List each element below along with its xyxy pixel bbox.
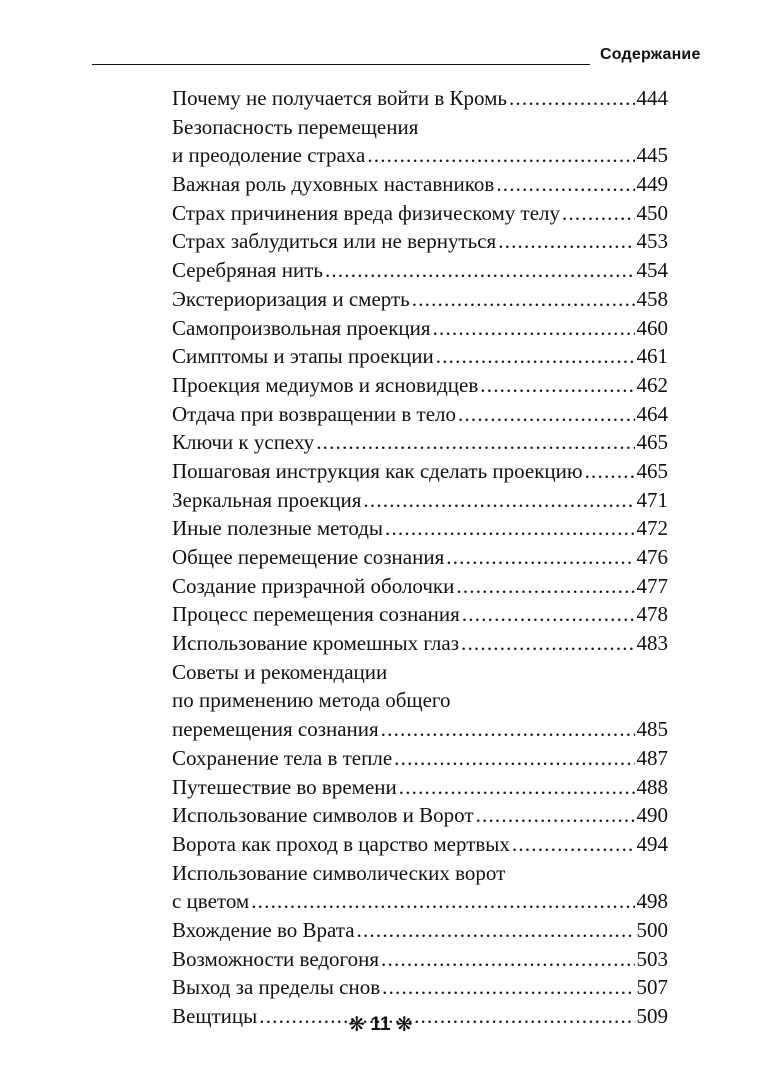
dot-leader — [385, 514, 634, 543]
toc-page-number: 450 — [636, 200, 668, 225]
toc-entry-title: Важная роль духовных наставников — [172, 172, 495, 197]
dot-leader — [462, 600, 635, 629]
toc-entry-title: Самопроизвольная проекция — [172, 315, 431, 340]
dot-leader — [461, 629, 634, 658]
toc-entry — [172, 285, 668, 314]
toc-entry — [172, 801, 668, 830]
toc-page-number: 464 — [636, 401, 668, 426]
toc-entry-title: Зеркальная проекция — [172, 487, 362, 512]
toc-entry-title: Использование символов и Ворот — [172, 803, 474, 828]
toc-entry — [172, 916, 668, 945]
toc-entry — [172, 342, 668, 371]
toc-page-number: 503 — [636, 946, 668, 971]
dot-leader — [458, 400, 635, 429]
toc-page-number: 465 — [636, 458, 668, 483]
toc-entry — [172, 400, 668, 429]
toc-entry-title: с цветом — [172, 889, 250, 914]
toc-page-number: 487 — [636, 745, 668, 770]
toc-entry-title: Серебряная нить — [172, 258, 323, 283]
page-number: 11 — [370, 1014, 391, 1035]
toc-page-number: 478 — [636, 602, 668, 627]
dot-leader — [412, 285, 635, 314]
toc-entry — [172, 715, 668, 744]
dot-leader — [251, 887, 634, 916]
toc-page-number: 483 — [636, 631, 668, 656]
toc-entry — [172, 141, 668, 170]
dot-leader — [357, 916, 635, 945]
dot-leader — [399, 773, 635, 802]
toc-page-number: 458 — [636, 286, 668, 311]
toc-entry — [172, 457, 668, 486]
dot-leader — [496, 170, 634, 199]
dot-leader — [325, 256, 635, 285]
toc-entry-title: и преодоление страха — [172, 143, 366, 168]
dot-leader — [381, 945, 634, 974]
toc-entry-title: Симптомы и этапы проекции — [172, 344, 434, 369]
toc-entry-title: Вхождение во Врата — [172, 917, 355, 942]
toc-entry-title: Проекция медиумов и ясновидцев — [172, 372, 479, 397]
dot-leader — [509, 84, 635, 113]
toc-page-number: 498 — [636, 889, 668, 914]
toc-entry-title: по применению метода общего — [172, 688, 451, 713]
dot-leader — [381, 715, 635, 744]
toc-entry — [172, 830, 668, 859]
dot-leader — [394, 744, 634, 773]
toc-page-number: 472 — [636, 516, 668, 541]
toc-page-number: 477 — [636, 573, 668, 598]
page-footer — [0, 1012, 761, 1037]
toc-entry-title: Общее перемещение сознания — [172, 545, 445, 569]
toc-entry-title: Выход за пределы снов — [172, 975, 381, 1000]
dot-leader — [367, 141, 634, 170]
toc-entry-title: Использование кромешных глаз — [172, 631, 460, 656]
toc-page-number: 485 — [636, 717, 668, 742]
toc-entry-title: Сохранение тела в тепле — [172, 745, 393, 770]
dot-leader — [316, 428, 634, 457]
toc-entry-title: Ключи к успеху — [172, 430, 315, 455]
dot-leader — [446, 543, 634, 572]
toc-page-number: 453 — [636, 229, 668, 254]
toc-entry-title: Иные полезные методы — [172, 516, 384, 541]
dot-leader — [433, 314, 635, 343]
toc-page-number: 449 — [636, 172, 668, 197]
toc-page-number: 462 — [636, 372, 668, 397]
toc-page-number: 494 — [636, 831, 668, 856]
dot-leader — [476, 801, 635, 830]
toc-entry-continuation — [172, 113, 668, 142]
dot-leader — [363, 486, 634, 515]
toc-page-number: 500 — [636, 917, 668, 942]
toc-entry — [172, 314, 668, 343]
toc-entry-title: Страх причинения вреда физическому телу — [172, 200, 561, 225]
toc-entry-title: Почему не получается войти в Кромь — [172, 86, 507, 110]
toc-entry — [172, 371, 668, 400]
ornament-right-icon: ❋ — [395, 1014, 413, 1036]
toc-page-number: 460 — [636, 315, 668, 340]
toc-page-number: 507 — [636, 975, 668, 1000]
toc-page-number: 471 — [636, 487, 668, 512]
toc-entry-title: Пошаговая инструкция как сделать проекцию — [172, 458, 583, 483]
toc-entry — [172, 572, 668, 601]
toc-entry-title: Процесс перемещения сознания — [172, 602, 460, 627]
toc-entry — [172, 428, 668, 457]
dot-leader — [512, 830, 635, 859]
toc-page-number: 476 — [636, 545, 668, 569]
toc-entry — [172, 486, 668, 515]
toc-entry — [172, 600, 668, 629]
toc-entry — [172, 945, 668, 974]
toc-entry — [172, 744, 668, 773]
toc-entry-title: Безопасность перемещения — [172, 114, 419, 139]
toc-entry-title: Экстериоризация и смерть — [172, 286, 410, 311]
toc-page-number: 488 — [636, 774, 668, 799]
toc-entry-title: Создание призрачной оболочки — [172, 573, 455, 598]
dot-leader — [382, 973, 634, 1002]
toc-entry — [172, 973, 668, 1002]
toc-page-number: 465 — [636, 430, 668, 455]
toc-entry-title: Возможности ведогоня — [172, 946, 380, 971]
dot-leader — [480, 371, 634, 400]
toc-entry-title: Путешествие во времени — [172, 774, 397, 799]
toc-entry — [172, 514, 668, 543]
ornament-left-icon: ❋ — [348, 1014, 366, 1036]
toc-entry-continuation — [172, 686, 668, 715]
toc-page-number: 445 — [636, 143, 668, 168]
toc-entry — [172, 887, 668, 916]
toc-entry — [172, 170, 668, 199]
toc-page-number: 509 — [636, 1004, 668, 1028]
dot-leader — [562, 199, 634, 228]
toc-entry-title: Страх заблудиться или не вернуться — [172, 229, 497, 254]
toc-entry-title: Советы и рекомендации — [172, 659, 388, 684]
toc-page-number: 461 — [636, 344, 668, 369]
toc-entry-title: перемещения сознания — [172, 717, 379, 742]
toc-entry — [172, 84, 668, 113]
toc-entry — [172, 629, 668, 658]
toc-page-number: 490 — [636, 803, 668, 828]
toc-entry — [172, 773, 668, 802]
dot-leader — [585, 457, 635, 486]
header-rule — [92, 64, 590, 65]
toc-entry-title: Ворота как проход в царство мертвых — [172, 831, 510, 856]
toc-entry-title: Вещтицы — [172, 1004, 258, 1028]
dot-leader — [436, 342, 635, 371]
toc-page-number: 454 — [636, 258, 668, 283]
table-of-contents — [172, 84, 668, 1031]
dot-leader — [498, 227, 634, 256]
toc-entry — [172, 256, 668, 285]
dot-leader — [456, 572, 634, 601]
running-header: Содержание — [600, 46, 701, 63]
toc-entry — [172, 227, 668, 256]
toc-entry-continuation — [172, 658, 668, 687]
toc-entry-title: Отдача при возвращении в тело — [172, 401, 456, 426]
toc-entry — [172, 199, 668, 228]
toc-page-number: 444 — [636, 86, 668, 110]
toc-entry-title: Использование символических ворот — [172, 860, 506, 885]
toc-entry — [172, 543, 668, 572]
toc-entry-continuation — [172, 859, 668, 888]
